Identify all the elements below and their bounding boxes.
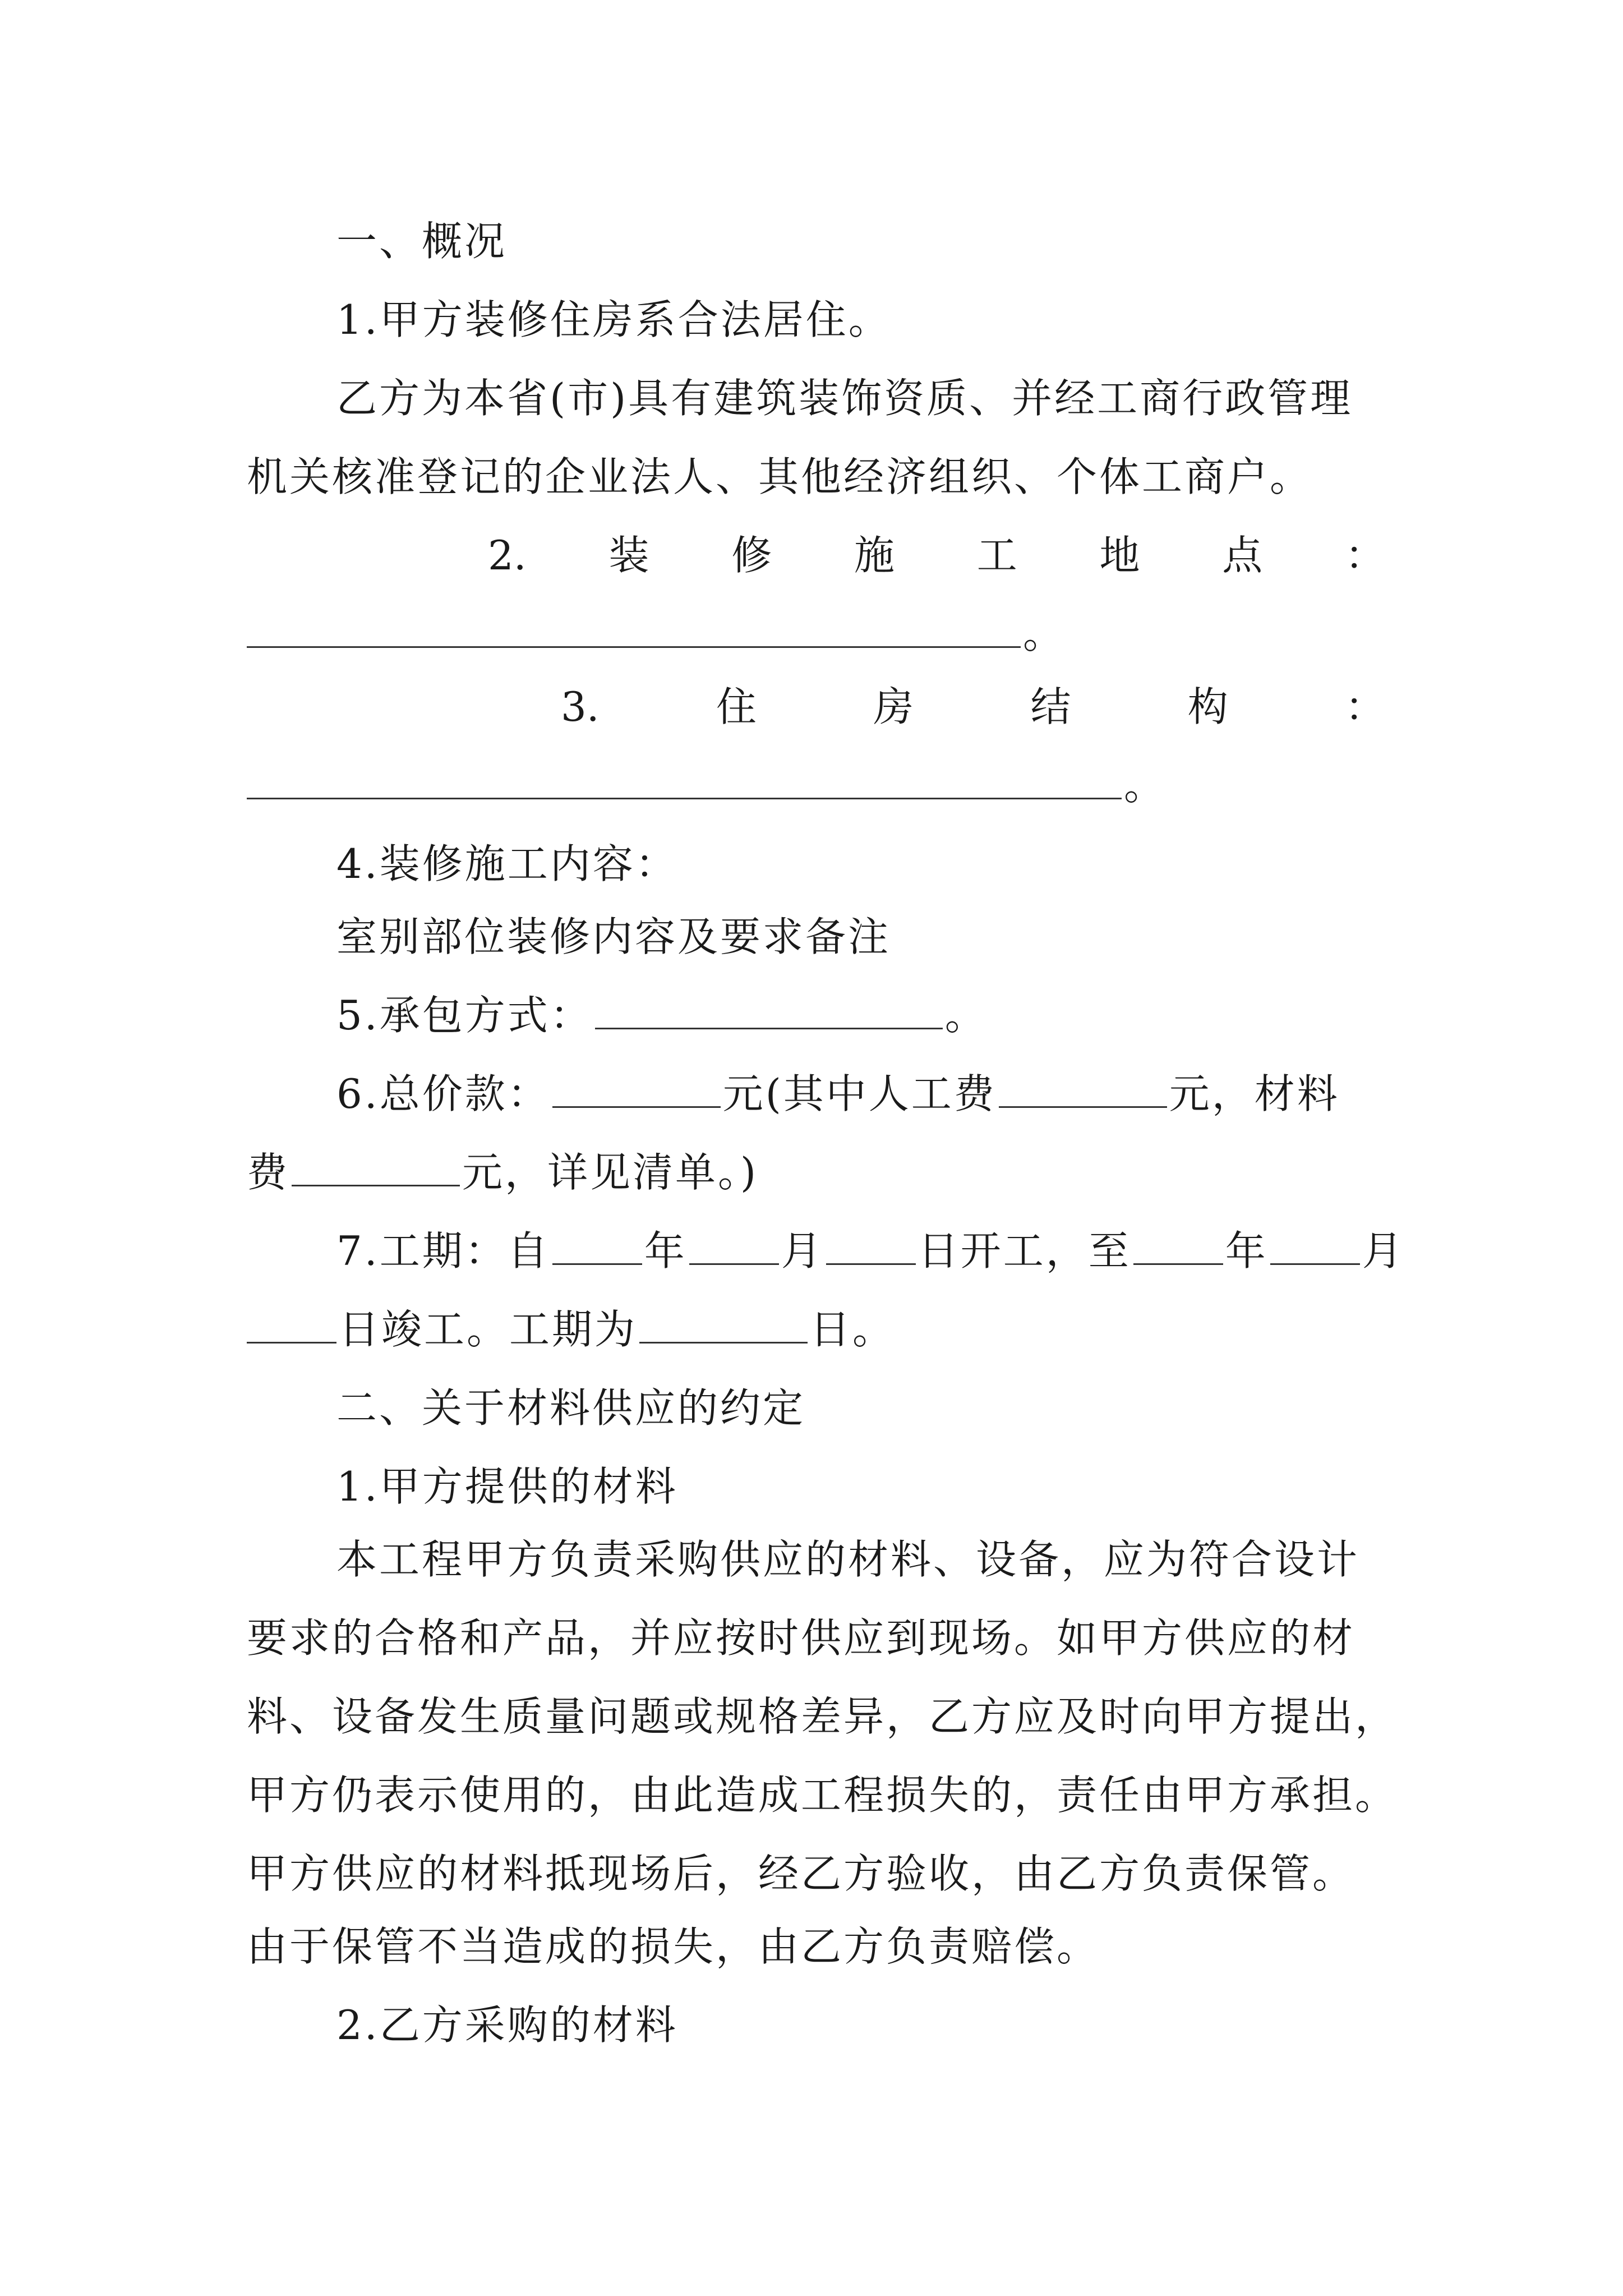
item-7-line-1 <box>336 1223 1430 1279</box>
fill-in-blank <box>1270 1224 1360 1265</box>
item-2-char: 修 <box>731 532 772 579</box>
paragraph-2-line-2: 机关核准登记的企业法人、其他经济组织、个体工商户。 <box>247 453 1313 500</box>
item-3-char: 住 <box>716 683 757 730</box>
fill-in-blank <box>1133 1224 1223 1265</box>
item-2-colon: ： <box>1344 532 1385 579</box>
item-2-char: 工 <box>976 532 1017 579</box>
item-7-text: 年 <box>644 1227 687 1274</box>
subsection-2-title: 2.乙方采购的材料 <box>336 2001 678 2049</box>
item-3-char: 构 <box>1187 683 1228 730</box>
item-6-text: 元，详见清单。) <box>462 1149 759 1196</box>
fill-in-blank <box>595 988 943 1029</box>
item-2-end: 。 <box>1023 610 1066 657</box>
item-2-char: 装 <box>608 532 649 579</box>
item-7-label: 7.工期：自 <box>336 1227 550 1274</box>
item-6-text: 元(其中人工费 <box>722 1070 997 1117</box>
item-7-text: 月 <box>1362 1227 1405 1274</box>
item-2-char: 点 <box>1222 532 1263 579</box>
subsection-1-title: 1.甲方提供的材料 <box>336 1463 678 1510</box>
item-5-label: 5.承包方式： <box>336 992 593 1039</box>
item-3-colon: ： <box>1344 683 1385 730</box>
item-2-blank-line <box>247 606 1430 662</box>
item-7-text: 日竣工。工期为 <box>339 1306 638 1353</box>
fill-in-blank <box>999 1067 1167 1108</box>
item-3-number: 3. <box>561 683 600 730</box>
item-3-end: 。 <box>1124 762 1167 809</box>
body-paragraph-line: 料、设备发生质量问题或规格差异，乙方应及时向甲方提出， <box>247 1693 1398 1740</box>
fill-in-blank <box>689 1224 779 1265</box>
item-3-blank-line <box>247 757 1430 813</box>
item-3-heading <box>561 679 1385 735</box>
paragraph-2-line-1: 乙方为本省(市)具有建筑装饰资质、并经工商行政管理 <box>336 375 1353 422</box>
item-2-number: 2. <box>488 532 527 579</box>
body-paragraph-line: 要求的合格和产品，并应按时供应到现场。如甲方供应的材 <box>247 1614 1355 1662</box>
item-7-text: 月 <box>781 1227 824 1274</box>
fill-in-blank <box>639 1303 808 1343</box>
item-6-label: 6.总价款： <box>336 1070 550 1117</box>
paragraph-1: 1.甲方装修住房系合法居住。 <box>336 296 891 343</box>
item-4: 4.装修施工内容： <box>336 840 678 887</box>
table-header-text: 室别部位装修内容及要求备注 <box>336 913 891 960</box>
body-paragraph-line: 甲方供应的材料抵现场后，经乙方验收，由乙方负责保管。 <box>247 1850 1355 1897</box>
item-7-text: 年 <box>1225 1227 1268 1274</box>
item-3-char: 结 <box>1030 683 1071 730</box>
section-2-title: 二、关于材料供应的约定 <box>336 1384 806 1432</box>
fill-in-blank <box>247 607 1021 648</box>
item-2-char: 施 <box>854 532 895 579</box>
fill-in-blank <box>247 1303 336 1343</box>
item-6-text: 元，材料 <box>1169 1070 1340 1117</box>
fill-in-blank <box>552 1067 721 1108</box>
item-2-char: 地 <box>1099 532 1140 579</box>
fill-in-blank <box>292 1145 460 1186</box>
item-3-char: 房 <box>873 683 914 730</box>
item-7-text: 日开工，至 <box>917 1227 1131 1274</box>
item-2-heading <box>488 527 1385 583</box>
fill-in-blank <box>826 1224 916 1265</box>
item-6-text: 费 <box>247 1149 290 1196</box>
item-7-end: 日。 <box>810 1306 896 1353</box>
body-paragraph-line: 本工程甲方负责采购供应的材料、设备，应为符合设计 <box>336 1536 1360 1583</box>
body-paragraph-line: 由于保管不当造成的损失，由乙方负责赔偿。 <box>247 1923 1100 1970</box>
item-6-line-1 <box>336 1066 1430 1122</box>
section-1-title: 一、概况 <box>336 218 508 265</box>
body-paragraph-line: 甲方仍表示使用的，由此造成工程损失的，责任由甲方承担。 <box>247 1772 1398 1819</box>
fill-in-blank <box>552 1224 642 1265</box>
item-5 <box>336 987 1430 1043</box>
item-5-end: 。 <box>944 992 988 1039</box>
item-7-line-2 <box>247 1301 1430 1358</box>
fill-in-blank <box>247 758 1122 799</box>
item-6-line-2 <box>247 1144 1430 1200</box>
